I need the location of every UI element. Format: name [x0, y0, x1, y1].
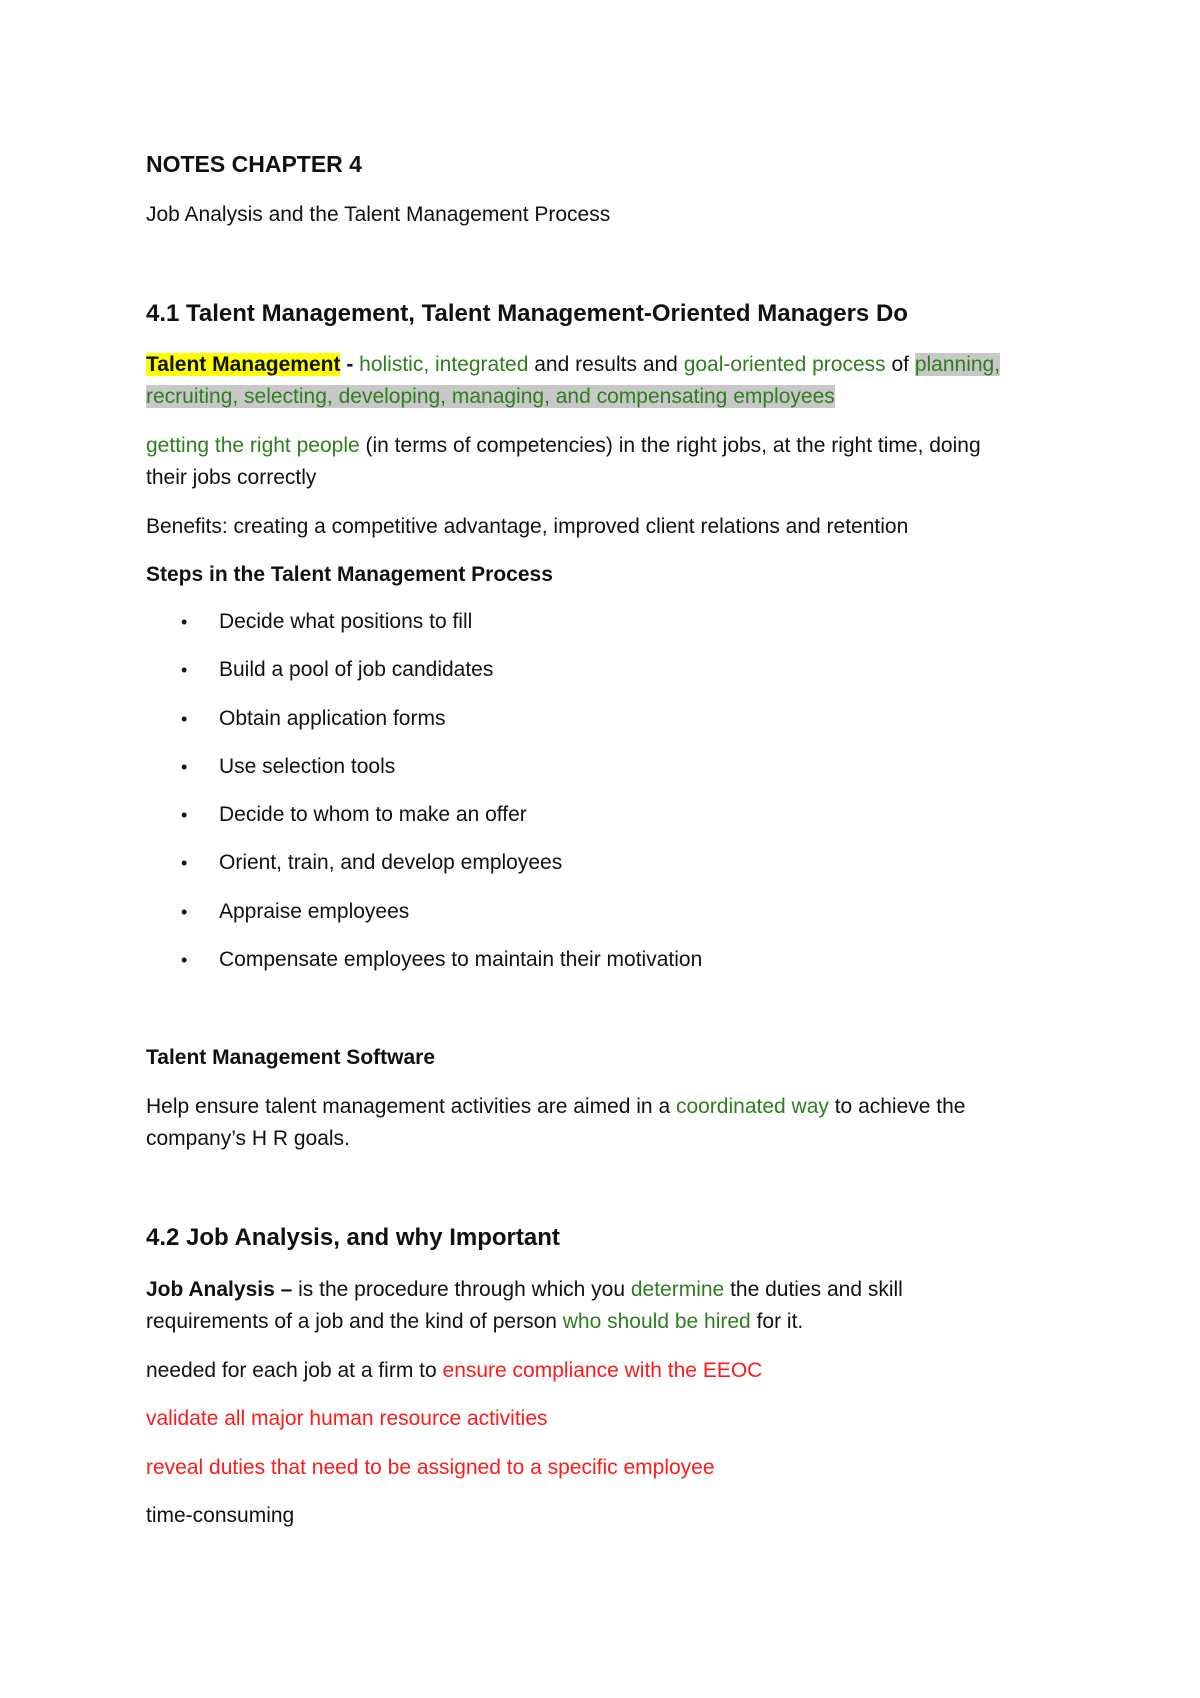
- definition-text: and results and: [528, 353, 684, 376]
- definition-planning: planning,: [914, 353, 1001, 376]
- step-label: Obtain application forms: [219, 706, 446, 730]
- right-people-highlight: getting the right people: [146, 434, 360, 457]
- bullet-icon: •: [181, 660, 188, 681]
- steps-heading: Steps in the Talent Management Process: [146, 563, 553, 586]
- definition-dash: -: [340, 353, 360, 376]
- job-analysis-text-4: for it.: [750, 1310, 804, 1333]
- list-item: [146, 799, 702, 847]
- definition-goal-oriented: goal-oriented process: [683, 353, 886, 376]
- step-label: Build a pool of job candidates: [219, 658, 494, 682]
- list-item: [146, 896, 702, 944]
- list-item: [146, 847, 702, 895]
- list-item: [146, 606, 702, 654]
- needed-eeoc: ensure compliance with the EEOC: [442, 1359, 763, 1382]
- right-people-text: (in terms of competencies) in the right jobs, at the right time, doing: [359, 434, 981, 457]
- needed-paragraph: [146, 1355, 762, 1387]
- software-coordinated: coordinated way: [675, 1095, 829, 1118]
- needed-text: needed for each job at a firm to: [146, 1359, 443, 1382]
- bullet-icon: •: [181, 612, 188, 632]
- software-text-end: to achieve the: [828, 1095, 966, 1118]
- reveal-paragraph: reveal duties that need to be assigned to a specific employee: [146, 1456, 715, 1479]
- bullet-icon: •: [181, 708, 188, 729]
- right-people-paragraph: [146, 430, 981, 462]
- job-analysis-definition: [146, 1274, 903, 1306]
- definition-recruiting: recruiting, selecting, developing, managing, and compensating employees: [146, 385, 835, 408]
- step-label: Decide what positions to fill: [219, 610, 473, 633]
- document-title: NOTES CHAPTER 4: [146, 151, 362, 177]
- term-job-analysis: Job Analysis –: [146, 1278, 293, 1301]
- job-analysis-text-2: the duties and skill: [724, 1278, 903, 1301]
- software-paragraph-line2: company’s H R goals.: [146, 1127, 350, 1150]
- bullet-icon: •: [181, 853, 188, 874]
- time-consuming-paragraph: time-consuming: [146, 1504, 295, 1527]
- benefits-paragraph: Benefits: creating a competitive advantage, improved client relations and retention: [146, 515, 909, 538]
- job-analysis-text: is the procedure through which you: [292, 1278, 631, 1301]
- software-paragraph: [146, 1091, 965, 1123]
- job-analysis-determine: determine: [630, 1278, 725, 1301]
- bullet-icon: •: [181, 950, 188, 971]
- steps-list: [146, 606, 702, 992]
- validate-paragraph: validate all major human resource activities: [146, 1407, 548, 1430]
- step-label: Decide to whom to make an offer: [219, 803, 527, 827]
- bullet-icon: •: [181, 901, 188, 922]
- list-item: [146, 703, 702, 751]
- software-heading: Talent Management Software: [146, 1046, 435, 1069]
- document-subtitle: Job Analysis and the Talent Management Process: [146, 203, 611, 226]
- talent-management-definition-line2: [146, 381, 835, 413]
- step-label: Appraise employees: [219, 899, 410, 923]
- software-text: Help ensure talent management activities are aimed in a: [146, 1095, 676, 1118]
- step-label: Orient, train, and develop employees: [219, 851, 563, 875]
- section-heading-4-2: 4.2 Job Analysis, and why Important: [146, 1224, 560, 1251]
- bullet-icon: •: [181, 805, 188, 826]
- talent-management-definition: [146, 349, 1000, 381]
- right-people-line2: their jobs correctly: [146, 466, 317, 489]
- job-analysis-hired: who should be hired: [562, 1310, 751, 1333]
- step-label: Compensate employees to maintain their motivation: [219, 948, 703, 972]
- list-item: [146, 944, 702, 992]
- definition-holistic: holistic, integrated: [359, 353, 529, 376]
- definition-of: of: [885, 353, 915, 376]
- job-analysis-text-3: requirements of a job and the kind of person: [146, 1310, 563, 1333]
- list-item: [146, 751, 702, 799]
- list-item: [146, 654, 702, 702]
- bullet-icon: •: [181, 756, 188, 777]
- section-heading-4-1: 4.1 Talent Management, Talent Management-Oriented Managers Do: [146, 300, 908, 327]
- term-talent-management: Talent Management: [146, 353, 341, 376]
- step-label: Use selection tools: [219, 754, 396, 778]
- job-analysis-definition-line2: [146, 1306, 803, 1338]
